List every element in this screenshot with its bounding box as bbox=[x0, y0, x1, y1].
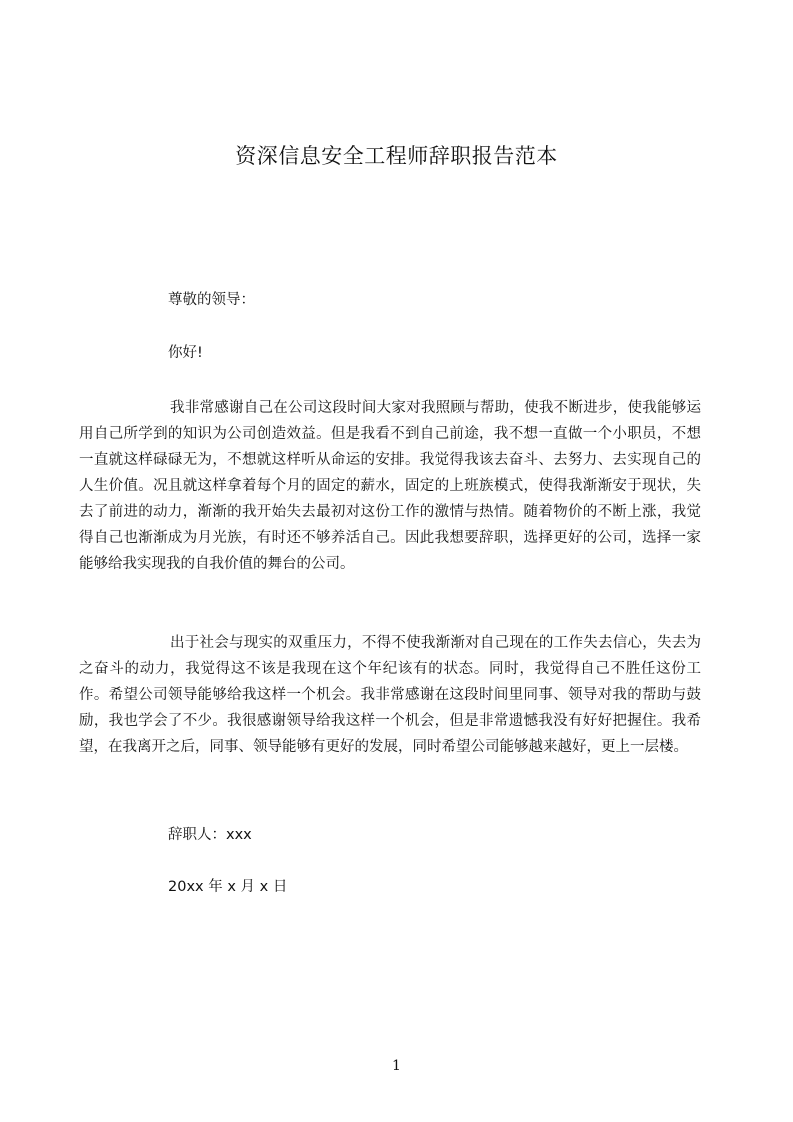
greeting: 你好! bbox=[168, 345, 203, 361]
signature: 辞职人：xxx bbox=[168, 827, 252, 843]
date: 20xx 年 x 月 x 日 bbox=[168, 879, 288, 895]
document-title: 资深信息安全工程师辞职报告范本 bbox=[235, 144, 558, 168]
page-number: 1 bbox=[392, 1058, 401, 1074]
salutation: 尊敬的领导： bbox=[168, 292, 255, 308]
body-paragraph-1: 我非常感谢自己在公司这段时间大家对我照顾与帮助，使我不断进步，使我能够运用自己所学到的知识为公司创造效益。但是我看不到自己前途，我不想一直做一个小职员，不想一直就这样碌碌无为，不想就这样听从命运的安排。我觉得我该去奋斗、去努力、去实现自己的人生价值。况且就这样拿着每个月的固定的薪水，固定的上班族模式，使得我渐渐安于现状，失去了前进的动力，渐渐的我开始失去最初对这份工作的激情与热情。随着物价的不断上涨，我觉得自己也渐渐成为月光族，有时还不够养活自己。因此我想要辞职，选择更好的公司，选择一家能够给我实现我的自我价值的舞台的公司。 bbox=[79, 400, 701, 572]
body-paragraph-2: 出于社会与现实的双重压力，不得不使我渐渐对自己现在的工作失去信心，失去为之奋斗的动力，我觉得这不该是我现在这个年纪该有的状态。同时，我觉得自己不胜任这份工作。希望公司领导能够给我这样一个机会。我非常感谢在这段时间里同事、领导对我的帮助与鼓励，我也学会了不少。我很感谢领导给我这样一个机会，但是非常遗憾我没有好好把握住。我希望，在我离开之后，同事、领导能够有更好的发展，同时希望公司能够越来越好，更上一层楼。 bbox=[79, 635, 701, 755]
